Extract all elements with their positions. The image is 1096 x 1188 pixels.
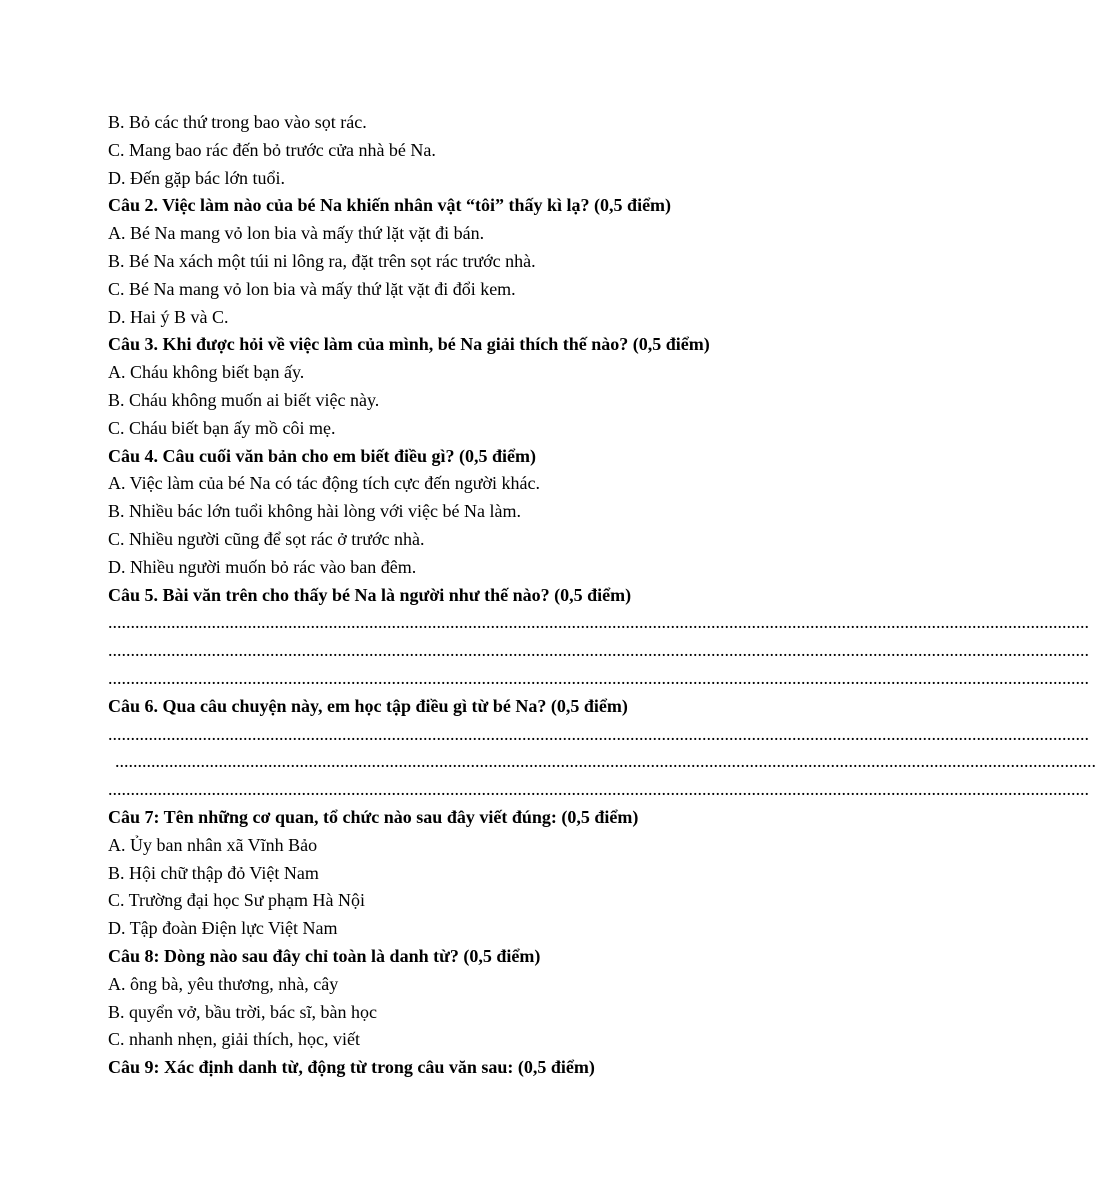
- option-line: D. Nhiều người muốn bỏ rác vào ban đêm.: [108, 556, 417, 577]
- option-line: C. nhanh nhẹn, giải thích, học, viết: [108, 1029, 360, 1050]
- answer-dotted-line: ..........................................................................................................................................................................................................................: [115, 751, 1096, 772]
- option-line: C. Nhiều người cũng để sọt rác ở trước nhà.: [108, 528, 425, 549]
- option-line: D. Hai ý B và C.: [108, 306, 229, 327]
- option-line: B. Bỏ các thứ trong bao vào sọt rác.: [108, 112, 367, 132]
- question-heading: Câu 3. Khi được hỏi về việc làm của mình, bé Na giải thích thế nào? (0,5 điểm): [108, 334, 710, 355]
- answer-dotted-line: ..........................................................................................................................................................................................................................: [108, 667, 1089, 688]
- option-line: C. Trường đại học Sư phạm Hà Nội: [108, 890, 366, 911]
- answer-dotted-line: ..........................................................................................................................................................................................................................: [108, 640, 1089, 661]
- option-line: D. Tập đoàn Điện lực Việt Nam: [108, 918, 338, 939]
- option-line: C. Bé Na mang vỏ lon bia và mấy thứ lặt vặt đi đổi kem.: [108, 278, 516, 299]
- option-line: B. Nhiều bác lớn tuổi không hài lòng với việc bé Na làm.: [108, 501, 521, 522]
- question-heading: Câu 5. Bài văn trên cho thấy bé Na là người như thế nào? (0,5 điểm): [108, 584, 632, 605]
- option-line: A. Cháu không biết bạn ấy.: [108, 362, 305, 383]
- option-line: B. Bé Na xách một túi ni lông ra, đặt trên sọt rác trước nhà.: [108, 250, 536, 271]
- answer-dotted-line: ..........................................................................................................................................................................................................................: [108, 779, 1089, 800]
- option-line: C. Mang bao rác đến bỏ trước cửa nhà bé Na.: [108, 139, 436, 160]
- option-line: D. Đến gặp bác lớn tuổi.: [108, 167, 285, 188]
- question-heading: Câu 6. Qua câu chuyện này, em học tập điều gì từ bé Na? (0,5 điểm): [108, 695, 628, 716]
- option-line: A. Ủy ban nhân xã Vĩnh Bảo: [108, 834, 318, 855]
- question-heading: Câu 9: Xác định danh từ, động từ trong câu văn sau: (0,5 điểm): [108, 1057, 595, 1078]
- document-body: [108, 109, 1096, 1082]
- option-line: A. Việc làm của bé Na có tác động tích cực đến người khác.: [108, 473, 540, 494]
- question-heading: Câu 7: Tên những cơ quan, tổ chức nào sau đây viết đúng: (0,5 điểm): [108, 806, 639, 827]
- option-line: B. quyển vở, bầu trời, bác sĩ, bàn học: [108, 1001, 377, 1022]
- answer-dotted-line: ..........................................................................................................................................................................................................................: [108, 612, 1089, 633]
- option-line: A. ông bà, yêu thương, nhà, cây: [108, 973, 339, 994]
- question-heading: Câu 8: Dòng nào sau đây chỉ toàn là danh từ? (0,5 điểm): [108, 945, 541, 966]
- question-heading: Câu 2. Việc làm nào của bé Na khiến nhân vật “tôi” thấy kì lạ? (0,5 điểm): [108, 195, 672, 216]
- option-line: A. Bé Na mang vỏ lon bia và mấy thứ lặt vặt đi bán.: [108, 223, 485, 244]
- option-line: B. Hội chữ thập đỏ Việt Nam: [108, 862, 319, 883]
- question-heading: Câu 4. Câu cuối văn bản cho em biết điều gì? (0,5 điểm): [108, 445, 537, 466]
- option-line: C. Cháu biết bạn ấy mồ côi mẹ.: [108, 417, 336, 438]
- answer-dotted-line: ..........................................................................................................................................................................................................................: [108, 723, 1089, 744]
- option-line: B. Cháu không muốn ai biết việc này.: [108, 389, 380, 410]
